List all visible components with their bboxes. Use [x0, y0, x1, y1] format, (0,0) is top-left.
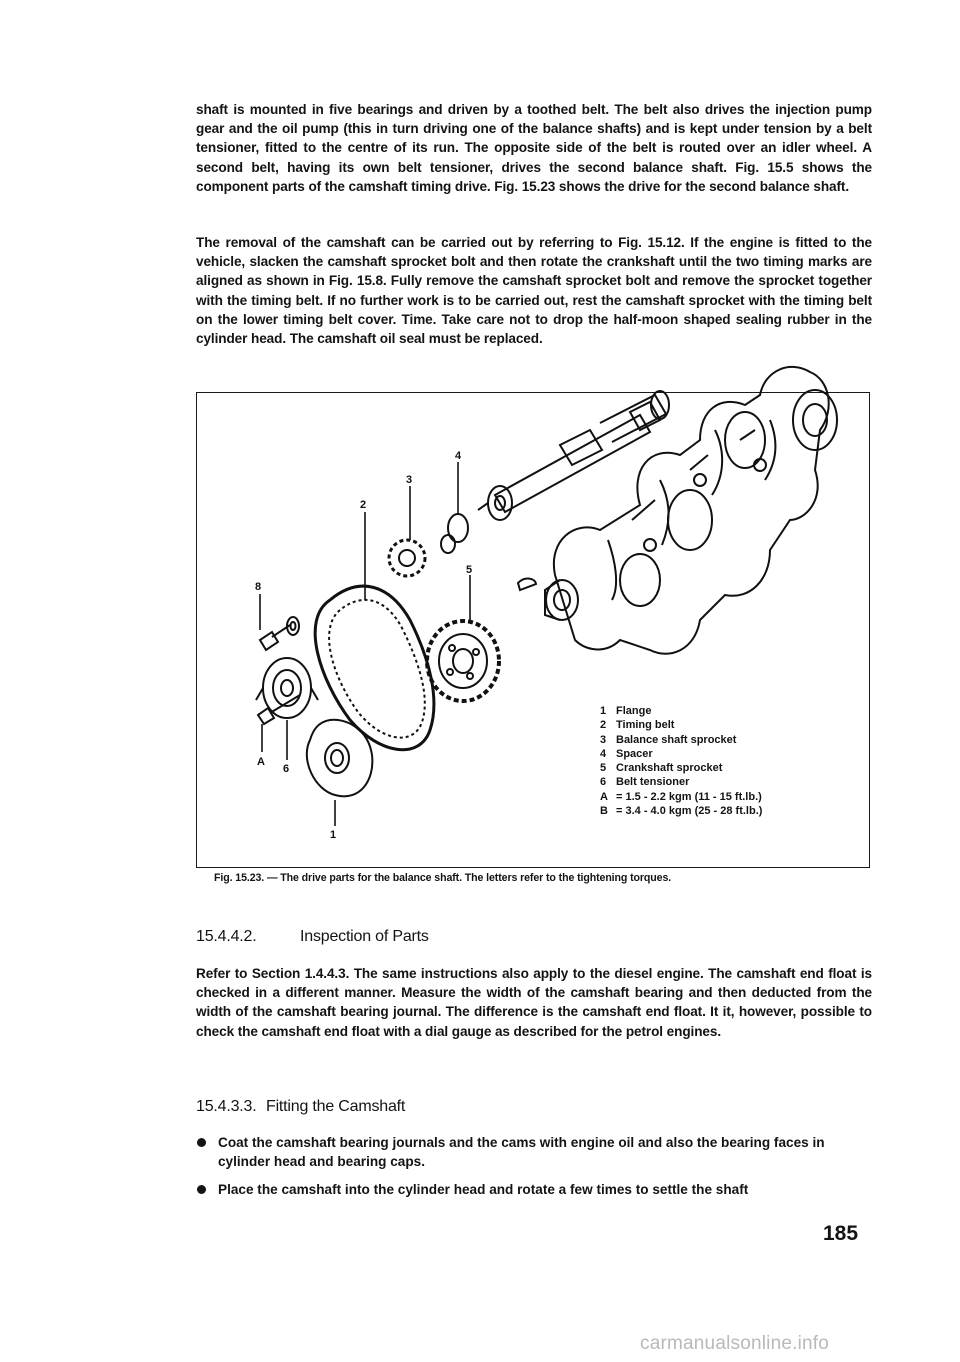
removal-paragraph: The removal of the camshaft can be carried out by referring to Fig. 15.12. If the engine is fitted to the vehicle, slacken the camshaft sprocket bolt and then rotate the crankshaft until the two timing marks are aligned as shown in Fig. 15.8. Fully remove the camshaft sprocket bolt and remove the sprocket together with the timing belt. If no further work is to be carried out, rest the camshaft sprocket with the timing belt on the lower timing belt cover. Time. Take care not to drop the half-moon shaped sealing rubber in the cylinder head. The camshaft oil seal must be replaced. [196, 235, 872, 347]
figure-legend [600, 704, 762, 818]
section-heading-inspection [196, 928, 429, 946]
balance-shaft-drawing [478, 391, 669, 520]
legend-item: 5 Crankshaft sprocket [600, 762, 723, 775]
section-title: Inspection of Parts [300, 928, 429, 945]
section-number: 15.4.3.3. [196, 1098, 257, 1115]
legend-item: 1 Flange [600, 705, 652, 717]
legend-item: 6 Belt tensioner [600, 776, 690, 789]
figure-caption: Fig. 15.23. — The drive parts for the balance shaft. The letters refer to the tightening torques. [214, 872, 672, 884]
bolt-drawings [258, 617, 300, 724]
timing-belt-drawing [315, 586, 434, 750]
callout-5: 5 [466, 564, 473, 576]
callout-4: 4 [455, 450, 462, 462]
crankshaft-sprocket-drawing [427, 621, 499, 701]
bullet-icon [197, 1138, 206, 1147]
section-title: Fitting the Camshaft [266, 1098, 406, 1115]
section-heading-fitting [196, 1098, 405, 1116]
callout-lines [260, 462, 473, 826]
callout-A: A [257, 756, 265, 768]
legend-item: B = 3.4 - 4.0 kgm (25 - 28 ft.lb.) [600, 805, 763, 818]
callout-1: 1 [330, 829, 337, 841]
inspection-paragraph: Refer to Section 1.4.4.3. The same instructions also apply to the diesel engine. The camshaft end float is checked in a different manner. Measure the width of the camshaft bearing and then deducted from the width of the camshaft bearing journal. The difference is the camshaft end float. It it, however, possible to check the camshaft end float with a dial gauge as described for the petrol engines. [196, 966, 872, 1039]
callout-3: 3 [406, 474, 413, 486]
crankshaft-drawing [545, 367, 837, 654]
legend-item: 4 Spacer [600, 747, 653, 760]
list-item: Coat the camshaft bearing journals and the cams with engine oil and also the bearing faces in cylinder head and bearing caps. [196, 1133, 872, 1171]
bullet-icon [197, 1185, 206, 1194]
fitting-steps-list [196, 1133, 872, 1209]
balance-sprocket-drawing [389, 540, 425, 576]
watermark: carmanualsonline.info [640, 1333, 830, 1354]
legend-item: 3 Balance shaft sprocket [600, 733, 737, 746]
section-number: 15.4.4.2. [196, 928, 257, 945]
spacer-drawing [448, 514, 468, 542]
legend-item: 2 Timing belt [600, 719, 675, 732]
legend-item: A = 1.5 - 2.2 kgm (11 - 15 ft.lb.) [600, 790, 762, 803]
callout-2: 2 [360, 499, 367, 511]
callout-6: 6 [283, 763, 290, 775]
intro-paragraph: shaft is mounted in five bearings and driven by a toothed belt. The belt also drives the injection pump gear and the oil pump (this in turn driving one of the balance shafts) and is kept under tension by a belt tensioner, fitted to the centre of its run. The opposite side of the belt is routed over an idler wheel. A second belt, having its own belt tensioner, drives the second balance shaft. Fig. 15.5 shows the component parts of the camshaft timing drive. Fig. 15.23 shows the drive for the second balance shaft. [196, 102, 872, 194]
list-item: Place the camshaft into the cylinder head and rotate a few times to settle the shaft [196, 1180, 872, 1199]
callout-8: 8 [255, 581, 262, 593]
page-number: 185 [823, 1222, 859, 1245]
